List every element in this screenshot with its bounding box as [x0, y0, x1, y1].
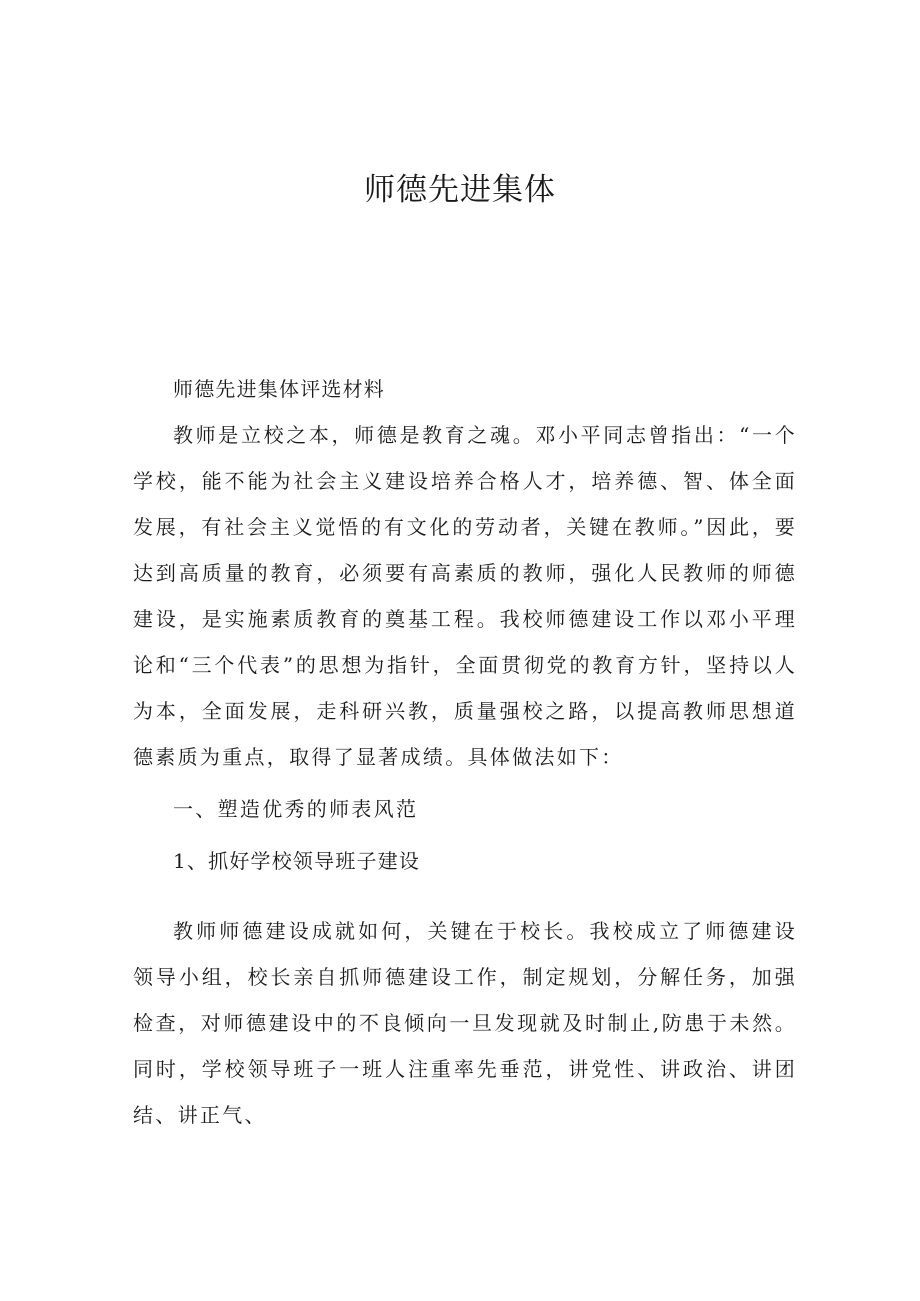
subsection-heading: 1、抓好学校领导班子建设 — [173, 849, 421, 873]
subsection-paragraph: 教师师德建设成就如何，关键在于校长。我校成立了师德建设领导小组，校长亲自抓师德建设工作，制定规划，分解任务，加强检查，对师德建设中的不良倾向一旦发现就及时制止,防患于未然。同时，学校领导班子一班人注重率先垂范，讲党性、讲政治、讲团结、讲正气、 — [133, 919, 797, 1127]
spacer — [133, 884, 797, 908]
section-heading: 一、塑造优秀的师表风范 — [173, 797, 419, 821]
document-title: 师德先进集体 — [364, 172, 556, 208]
intro-paragraph: 教师是立校之本，师德是教育之魂。邓小平同志曾指出：“一个学校，能不能为社会主义建设培养合格人才，培养德、智、体全面发展，有社会主义觉悟的有文化的劳动者，关键在教师。”因此，要达到高质量的教育，必须要有高素质的教师，强化人民教师的师德建设，是实施素质教育的奠基工程。我校师德建设工作以邓小平理论和“三个代表”的思想为指针，全面贯彻党的教育方针，坚持以人为本，全面发展，走科研兴教，质量强校之路，以提高教师思想道德素质为重点，取得了显著成绩。具体做法如下： — [133, 423, 797, 769]
document-subtitle: 师德先进集体评选材料 — [173, 377, 385, 401]
document-body — [133, 366, 797, 1138]
